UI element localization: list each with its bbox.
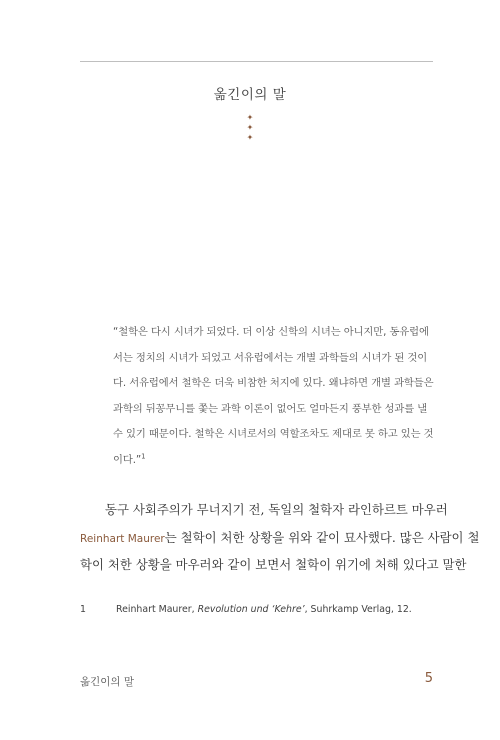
footnote-reference: 1 <box>141 452 146 461</box>
footnote-text <box>116 604 412 615</box>
body-line-text: 는 철학이 처한 상황을 위와 같이 묘사했다. 많은 사람이 철 <box>164 529 480 545</box>
body-line: 학이 처한 상황을 마우러와 같이 보면서 철학이 위기에 처해 있다고 말한 <box>80 557 467 572</box>
diamond-ornament-icon: ✦ <box>246 133 254 142</box>
diamond-ornament-icon: ✦ <box>246 123 254 132</box>
quote-line: “철학은 다시 시녀가 되었다. 더 이상 신학의 시녀는 아니지만, 동유럽에 <box>113 326 429 338</box>
body-paragraph <box>80 496 480 579</box>
block-quote <box>113 320 433 474</box>
running-footer-title: 옮긴이의 말 <box>80 676 135 688</box>
quote-line-text: 이다.” <box>113 453 142 466</box>
quote-line: 서는 정치의 시녀가 되었고 서유럽에서는 개별 과학들의 시녀가 된 것이 <box>113 351 428 364</box>
footnote-publisher: , Suhrkamp Verlag, 12. <box>304 604 412 615</box>
footnote-author: Reinhart Maurer, <box>116 604 198 615</box>
footnote-title: Revolution und ‘Kehre’ <box>197 604 305 615</box>
quote-line: 다. 서유럽에서 철학은 더욱 비참한 처지에 있다. 왜냐하면 개별 과학들은 <box>113 377 434 390</box>
body-line: 동구 사회주의가 무너지기 전, 독일의 철학자 라인하르트 마우러 <box>105 502 448 517</box>
latin-name: Reinhart Maurer <box>80 532 165 545</box>
quote-line: 수 있기 때문이다. 철학은 시녀로서의 역할조차도 제대로 못 하고 있는 것 <box>113 428 434 441</box>
footnote-number: 1 <box>80 604 86 615</box>
quote-line: 과학의 뒤꽁무니를 쫓는 과학 이론이 없어도 얼마든지 풍부한 성과를 낼 <box>113 402 428 415</box>
page-number: 5 <box>424 671 433 686</box>
body-line <box>80 524 480 552</box>
diamond-ornament-icon: ✦ <box>246 113 254 122</box>
quote-line-last <box>113 448 433 474</box>
chapter-title: 옮긴이의 말 <box>213 87 287 103</box>
header-rule <box>80 61 433 62</box>
